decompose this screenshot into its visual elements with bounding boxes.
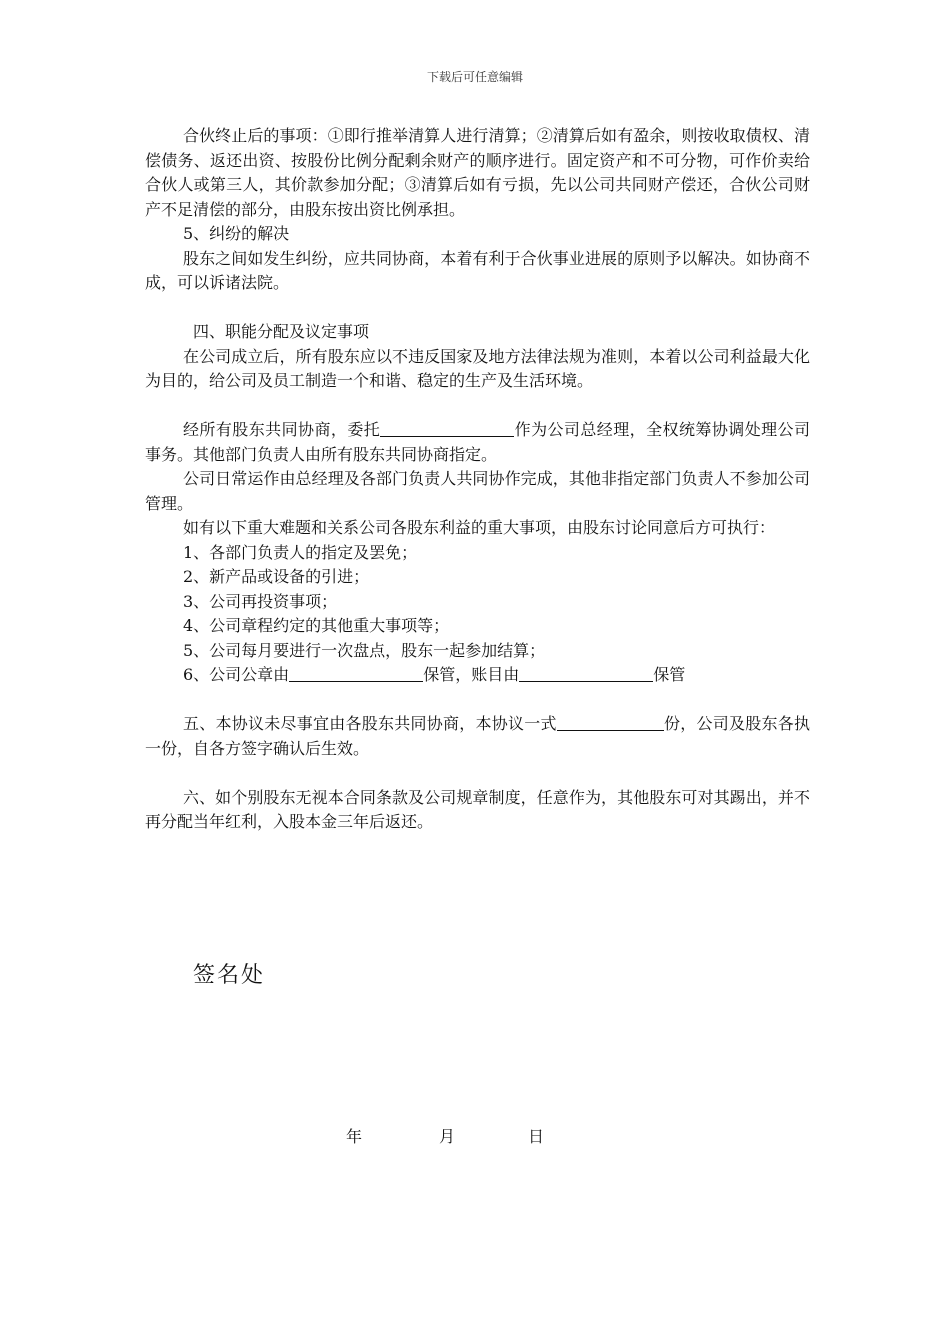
list-item: 3、公司再投资事项； [183, 591, 338, 611]
seal-text-a: 6、公司公章由 [183, 665, 290, 684]
manager-text-after: 作为公司总经理，全权统筹协调处理公司事务。其他部门负责人由所有股东共同协商指定。 [145, 420, 810, 464]
list-item: 4、公司章程约定的其他重大事项等； [183, 616, 450, 635]
copies-blank-field[interactable] [557, 714, 664, 731]
paragraph-section-five [145, 712, 810, 761]
list-item: 2、新产品或设备的引进； [183, 567, 370, 586]
accounts-keeper-blank-field[interactable] [519, 665, 653, 682]
paragraph-section-six: 六、如个别股东无视本合同条款及公司规章制度，任意作为，其他股东可对其踢出，并不再分配当年红利，入股本金三年后返还。 [145, 787, 810, 831]
seal-text-b: 保管，账目由 [423, 665, 520, 684]
copies-text-before: 五、本协议未尽事宜由各股东共同协商，本协议一式 [183, 714, 557, 733]
date-day-label: 日 [528, 1127, 545, 1146]
signature-label: 签名处 [193, 963, 266, 988]
seal-text-c: 保管 [653, 665, 686, 684]
list-item: 5、公司每月要进行一次盘点，股东一起参加结算； [183, 640, 546, 660]
list-item-seal [145, 663, 810, 688]
seal-keeper-blank-field[interactable] [289, 665, 423, 682]
date-year-label: 年 [346, 1127, 363, 1146]
date-month-label: 月 [439, 1127, 456, 1146]
heading-section-four: 四、职能分配及议定事项 [193, 322, 370, 341]
list-item: 1、各部门负责人的指定及罢免； [183, 542, 418, 562]
copies-text-after: 份，公司及股东各执一份，自各方签字确认后生效。 [145, 714, 810, 758]
paragraph-operation: 公司日常运作由总经理及各部门负责人共同协作完成，其他非指定部门负责人不参加公司管理。 [145, 469, 810, 513]
heading-dispute: 5、纠纷的解决 [183, 224, 290, 243]
paragraph-termination: 合伙终止后的事项：①即行推举清算人进行清算；②清算后如有盈余，则按收取债权、清偿债务、返还出资、按股份比例分配剩余财产的顺序进行。固定资产和不可分物，可作价卖给合伙人或第三人，其价款参加分配；③清算后如有亏损，先以公司共同财产偿还，合伙公司财产不足清偿的部分，由股东按出资比例承担。 [145, 126, 810, 219]
document-body [145, 124, 810, 835]
paragraph-manager [145, 418, 810, 467]
paragraph-principle: 在公司成立后，所有股东应以不违反国家及地方法律法规为准则，本着以公司利益最大化为目的，给公司及员工制造一个和谐、稳定的生产及生活环境。 [145, 346, 810, 390]
page-header: 下载后可任意编辑 [426, 70, 523, 84]
manager-blank-field[interactable] [380, 420, 514, 437]
manager-text-before: 经所有股东共同协商，委托 [183, 420, 381, 439]
paragraph-dispute: 股东之间如发生纠纷，应共同协商，本着有利于合伙事业进展的原则予以解决。如协商不成，可以诉诸法院。 [145, 248, 810, 292]
paragraph-major-matters: 如有以下重大难题和关系公司各股东利益的重大事项，由股东讨论同意后方可执行： [183, 518, 776, 537]
